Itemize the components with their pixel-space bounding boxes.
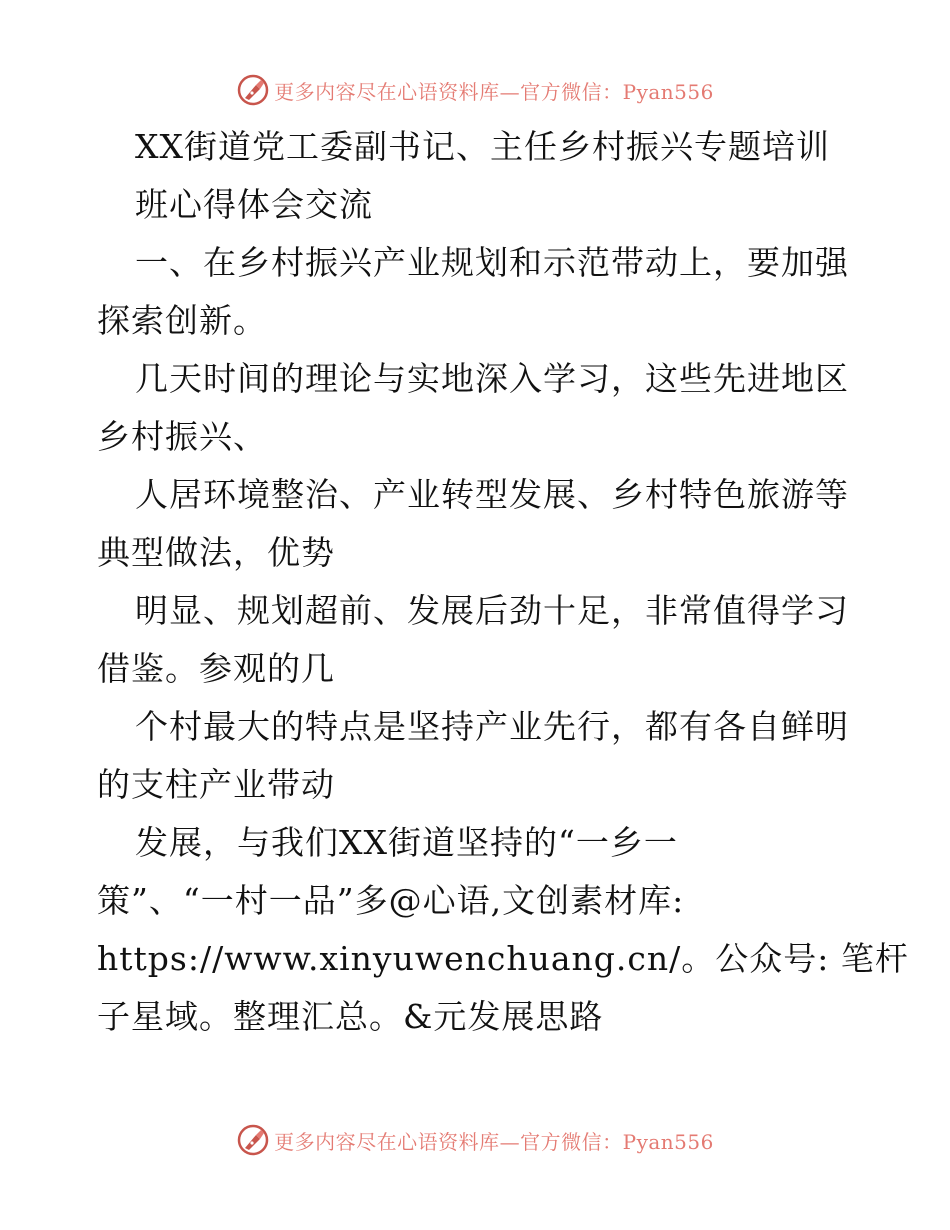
- doc-line: 个村最大的特点是坚持产业先行，都有各自鲜明: [135, 707, 849, 746]
- pen-nib-logo-icon: [236, 73, 270, 107]
- doc-line: 人居环境整治、产业转型发展、乡村特色旅游等: [135, 475, 849, 514]
- doc-line: 几天时间的理论与实地深入学习，这些先进地区: [135, 359, 849, 398]
- pen-nib-logo-icon: [236, 1123, 270, 1157]
- doc-line: XX街道党工委副书记、主任乡村振兴专题培训: [135, 127, 830, 166]
- doc-line: https://www.xinyuwenchuang.cn/。公众号: 笔杆: [97, 939, 909, 978]
- doc-line: 探索创新。: [97, 301, 267, 340]
- doc-line: 子星域。整理汇总。&元发展思路: [97, 997, 604, 1036]
- watermark-banner-top: [0, 70, 950, 110]
- doc-line: 班心得体会交流: [135, 185, 373, 224]
- doc-line: 明显、规划超前、发展后劲十足，非常值得学习: [135, 591, 849, 630]
- watermark-banner-bottom: [0, 1120, 950, 1160]
- watermark-text: 更多内容尽在心语资料库—官方微信：Pyan556: [274, 79, 714, 104]
- doc-line: 发展，与我们XX街道坚持的“一乡一: [135, 823, 678, 862]
- document-body: [97, 118, 909, 1046]
- doc-line: 策”、“一村一品”多@心语,文创素材库:: [97, 881, 685, 920]
- doc-line: 一、在乡村振兴产业规划和示范带动上，要加强: [135, 243, 849, 282]
- doc-line: 典型做法，优势: [97, 533, 335, 572]
- doc-line: 乡村振兴、: [97, 417, 267, 456]
- doc-line: 的支柱产业带动: [97, 765, 335, 804]
- watermark-text: 更多内容尽在心语资料库—官方微信：Pyan556: [274, 1129, 714, 1154]
- doc-line: 借鉴。参观的几: [97, 649, 335, 688]
